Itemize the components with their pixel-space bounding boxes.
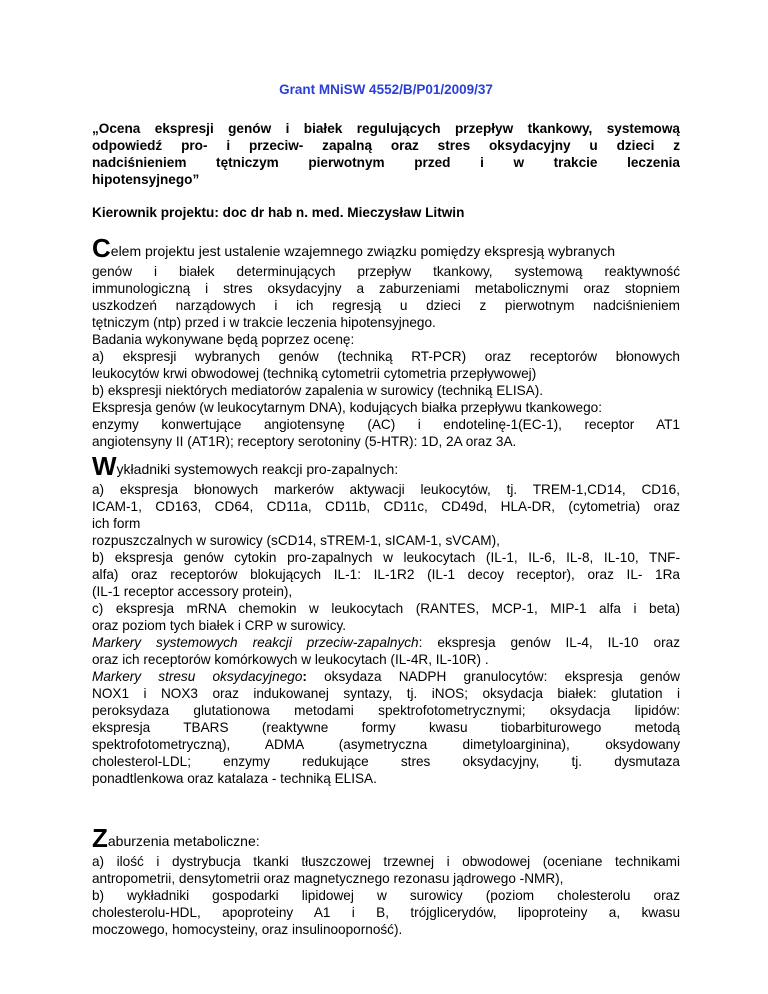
inflammation-line: oraz ich receptorów komórkowych w leukocytach (IL-4R, IL-10R) . <box>92 652 489 667</box>
anti-inflammatory-markers: Markery systemowych reakcji przeciw-zapalnych: ekspresja genów IL-4, IL-10 oraz <box>92 635 681 650</box>
goal-line: genów i białek determinujących przepływ tkankowy, systemową reaktywność <box>92 264 680 279</box>
drop-initial: Z <box>92 823 108 853</box>
oxidative-stress-markers: Markery stresu oksydacyjnego: oksydaza NADPH granulocytów: ekspresja genów <box>92 669 680 684</box>
drop-initial: W <box>92 451 117 481</box>
inflammation-line: alfa) oraz receptorów blokujących IL-1: IL-1R2 (IL-1 decoy receptor), oraz IL- 1Ra <box>92 567 680 582</box>
inflammation-line: rozpuszczalnych w surowicy (sCD14, sTREM-1, sICAM-1, sVCAM), <box>92 533 500 548</box>
inflammation-line: b) ekspresja genów cytokin pro-zapalnych w leukocytach (IL-1, IL-6, IL-8, IL-10, TNF- <box>92 550 680 565</box>
inflammation-line: ich form <box>92 516 141 531</box>
title-line: nadciśnieniem tętniczym pierwotnym przed i w trakcie leczenia <box>92 155 680 170</box>
inflammation-line: peroksydaza glutationowa metodami spektrofotometrycznymi; oksydacja lipidów: <box>92 703 680 718</box>
inflammation-line: c) ekspresja mRNA chemokin w leukocytach (RANTES, MCP-1, MIP-1 alfa i beta) <box>92 601 680 616</box>
inflammation-line: ICAM-1, CD163, CD64, CD11a, CD11b, CD11c, CD49d, HLA-DR, (cytometria) oraz <box>92 499 680 514</box>
goal-line: b) ekspresji niektórych mediatorów zapalenia w surowicy (techniką ELISA). <box>92 383 544 398</box>
inflammation-heading: Wykładniki systemowych reakcji pro-zapalnych: <box>92 451 399 481</box>
goal-line: tętniczym (ntp) przed i w trakcie leczenia hipotensyjnego. <box>92 315 436 330</box>
goal-line: uszkodzeń narządowych i ich regresją u dzieci z pierwotnym nadciśnieniem <box>92 298 680 313</box>
goal-line: Badania wykonywane będą poprzez ocenę: <box>92 332 355 347</box>
project-manager: Kierownik projektu: doc dr hab n. med. Mieczysław Litwin <box>92 205 465 220</box>
metabolic-line: antropometrii, densytometrii oraz magnetycznego rezonasu jądrowego -NMR), <box>92 871 564 886</box>
metabolic-line: cholesterolu-HDL, apoproteiny A1 i B, trójglicerydów, lipoproteiny a, kwasu <box>92 905 680 920</box>
goal-line: immunologiczną i stres oksydacyjny a zaburzeniami metabolicznymi oraz stopniem <box>92 281 680 296</box>
metabolic-line: moczowego, homocysteiny, oraz insulinooporność). <box>92 922 403 937</box>
inflammation-line: ekspresja TBARS (reaktywne formy kwasu tiobarbiturowego metodą <box>92 720 680 735</box>
goal-section <box>92 233 680 450</box>
title-line: hipotensyjnego” <box>92 172 200 187</box>
goal-line: Ekspresja genów (w leukocytarnym DNA), kodujących białka przepływu tkankowego: <box>92 400 602 415</box>
metabolic-line: a) ilość i dystrybucja tkanki tłuszczowej trzewnej i obwodowej (oceniane technikami <box>92 854 680 869</box>
inflammation-line: oraz poziom tych białek i CRP w surowicy. <box>92 618 347 633</box>
inflammation-line: (IL-1 receptor accessory protein), <box>92 584 293 599</box>
metabolic-section <box>92 823 680 938</box>
metabolic-heading: Zaburzenia metaboliczne: <box>92 823 260 853</box>
inflammation-section <box>92 451 681 787</box>
inflammation-line: ponadtlenkowa oraz katalaza - techniką ELISA. <box>92 771 377 786</box>
inflammation-line: spektrofotometryczną), ADMA (asymetryczna dimetyloarginina), oksydowany <box>92 737 680 752</box>
inflammation-line: NOX1 i NOX3 oraz indukowanej syntazy, tj. iNOS; oksydacja białek: glutation i <box>92 686 680 701</box>
project-title <box>92 120 680 188</box>
grant-number: Grant MNiSW 4552/B/P01/2009/37 <box>279 82 493 97</box>
goal-heading: Celem projektu jest ustalenie wzajemnego związku pomiędzy ekspresją wybranych <box>92 233 616 263</box>
inflammation-line: cholesterol-LDL; enzymy redukujące stres oksydacyjny, tj. dysmutaza <box>92 754 680 769</box>
title-line: „Ocena ekspresji genów i białek regulujących przepływ tkankowy, systemową <box>92 121 680 136</box>
title-line: odpowiedź pro- i przeciw- zapalną oraz stres oksydacyjny u dzieci z <box>92 138 680 153</box>
goal-line: enzymy konwertujące angiotensynę (AC) i endotelinę-1(EC-1), receptor AT1 <box>92 417 680 432</box>
goal-line: a) ekspresji wybranych genów (techniką RT-PCR) oraz receptorów błonowych <box>92 349 680 364</box>
metabolic-line: b) wykładniki gospodarki lipidowej w surowicy (poziom cholesterolu oraz <box>92 888 680 903</box>
goal-line: angiotensyny II (AT1R); receptory serotoniny (5-HTR): 1D, 2A oraz 3A. <box>92 434 517 449</box>
inflammation-line: a) ekspresja błonowych markerów aktywacji leukocytów, tj. TREM-1,CD14, CD16, <box>92 482 680 497</box>
drop-initial: C <box>92 233 111 263</box>
goal-line: leukocytów krwi obwodowej (techniką cytometrii cytometria przepływowej) <box>92 366 537 381</box>
